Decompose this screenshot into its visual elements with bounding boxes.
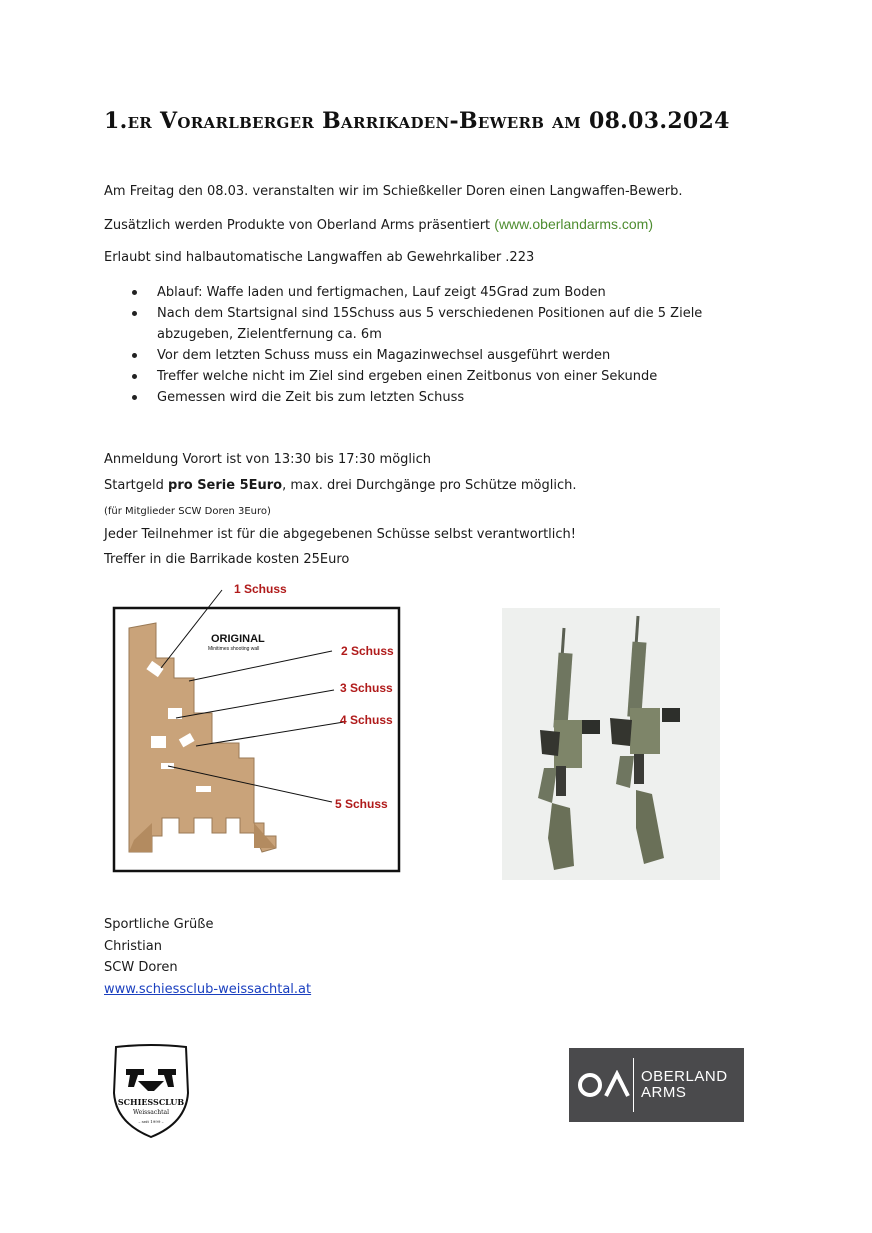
shot-label-1: 1 Schuss — [234, 582, 287, 596]
signature-greeting: Sportliche Grüße — [104, 917, 214, 932]
oberland-word-1: OBERLAND — [641, 1068, 728, 1085]
signature-name: Christian — [104, 938, 162, 954]
club-logo-since: – seit 1999 – — [138, 1119, 164, 1124]
shot-label-2: 2 Schuss — [341, 644, 394, 658]
club-website-link[interactable]: www.schiessclub-weissachtal.at — [104, 981, 312, 997]
shot-label-3: 3 Schuss — [340, 681, 393, 695]
diagram-brand-sub: Minitimes shooting wall — [208, 646, 260, 652]
intro-products-text: Zusätzlich werden Produkte von Oberland Arms präsentiert — [104, 218, 495, 233]
rule-item: Treffer welche nicht im Ziel sind ergeben einen Zeitbonus von einer Sekunde — [104, 366, 724, 387]
rules-list — [104, 282, 724, 408]
intro-line-date: Am Freitag den 08.03. veranstalten wir im Schießkeller Doren einen Langwaffen-Bewerb. — [104, 184, 683, 199]
signature-club: SCW Doren — [104, 960, 178, 975]
rule-item: Vor dem letzten Schuss muss ein Magazinwechsel ausgeführt werden — [104, 345, 724, 366]
rule-item: Nach dem Startsignal sind 15Schuss aus 5 verschiedenen Positionen auf die 5 Ziele abzugeben, Zielentfernung ca. 6m — [104, 303, 727, 345]
oberland-wordmark — [641, 1069, 728, 1101]
fee-amount: pro Serie 5Euro — [168, 478, 283, 493]
shot-label-4: 4 Schuss — [340, 713, 393, 727]
oberland-mark-icon — [575, 1070, 633, 1100]
rule-item: Ablauf: Waffe laden und fertigmachen, Lauf zeigt 45Grad zum Boden — [104, 282, 724, 303]
oberland-arms-logo — [569, 1048, 744, 1122]
diagram-brand: ORIGINAL — [211, 633, 265, 645]
rifles-photo — [502, 608, 720, 880]
barricade-diagram — [104, 578, 404, 878]
shot-label-5: 5 Schuss — [335, 797, 388, 811]
club-logo-name: SCHIESSCLUB — [117, 1097, 185, 1107]
page-title: 1.er Vorarlberger Barrikaden-Bewerb am 08.03.2024 — [104, 108, 730, 134]
oberland-link[interactable]: (www.oberlandarms.com) — [494, 216, 653, 232]
registration-time: Anmeldung Vorort ist von 13:30 bis 17:30 möglich — [104, 452, 432, 467]
intro-line-allowed: Erlaubt sind halbautomatische Langwaffen ab Gewehrkaliber .223 — [104, 250, 535, 265]
member-fee: (für Mitglieder SCW Doren 3Euro) — [104, 506, 271, 517]
entry-fee — [104, 477, 577, 494]
schiessclub-logo — [108, 1043, 194, 1139]
fee-prefix: Startgeld — [104, 478, 169, 493]
oberland-word-2: ARMS — [641, 1084, 687, 1101]
responsibility-note: Jeder Teilnehmer ist für die abgegebenen Schüsse selbst verantwortlich! — [104, 527, 576, 542]
club-logo-sub: Weissachtal — [132, 1109, 170, 1116]
signature-block — [104, 914, 311, 1000]
oberland-divider — [633, 1058, 634, 1112]
barricade-fee: Treffer in die Barrikade kosten 25Euro — [104, 552, 350, 567]
rule-item: Gemessen wird die Zeit bis zum letzten Schuss — [104, 387, 724, 408]
intro-line-products — [104, 216, 653, 234]
fee-suffix: , max. drei Durchgänge pro Schütze möglich. — [282, 478, 577, 493]
